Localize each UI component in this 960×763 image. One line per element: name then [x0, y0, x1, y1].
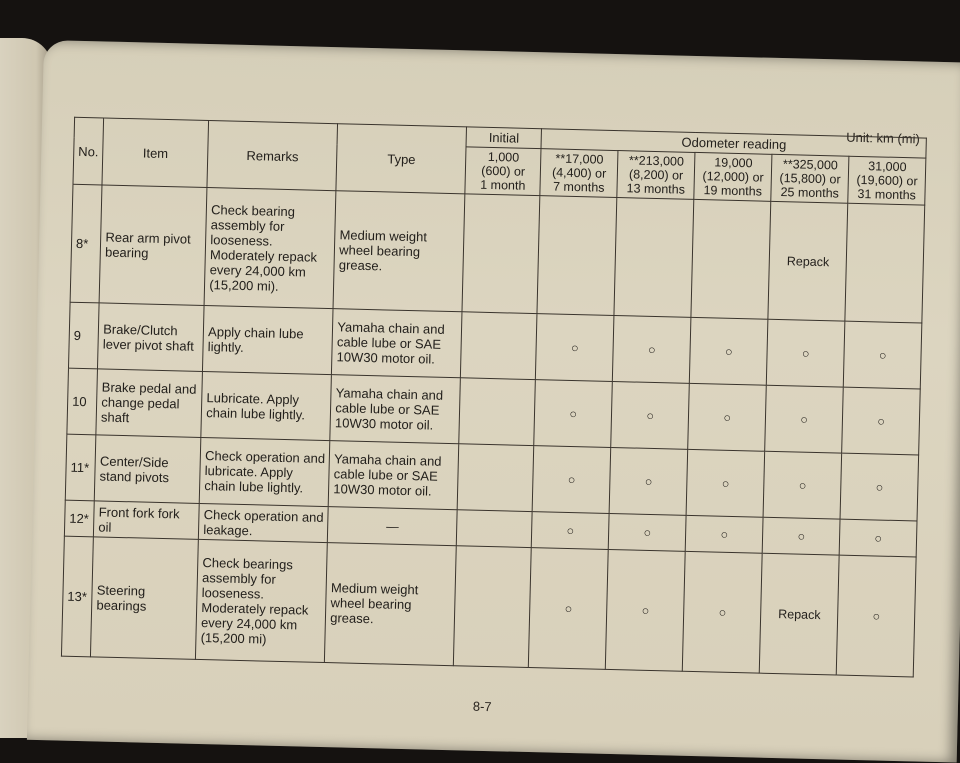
interval-1: **17,000 (4,400) or 7 months: [540, 149, 618, 198]
page-number: 8-7: [472, 698, 492, 715]
mark-cell: [457, 444, 534, 512]
table-row: [70, 184, 925, 323]
mark-cell: ○: [839, 519, 917, 557]
row-type: Medium weight wheel bearing grease.: [333, 191, 465, 312]
mark-cell: ○: [532, 446, 611, 514]
mark-cell: ○: [531, 512, 609, 550]
mark-cell: ○: [529, 548, 609, 670]
mark-cell: ○: [763, 451, 842, 519]
mark-cell: ○: [688, 383, 767, 451]
mark-cell: ○: [608, 513, 686, 551]
row-remarks: Check bearing assembly for looseness. Moderately repack every 24,000 km (15,200 mi).: [204, 188, 336, 309]
mark-cell: ○: [842, 387, 921, 455]
mark-cell: ○: [685, 515, 763, 553]
row-remarks: Check operation and leakage.: [199, 503, 329, 542]
manual-page: [27, 40, 960, 763]
mark-cell: ○: [611, 381, 690, 449]
row-no: 8*: [70, 184, 102, 303]
row-item: Steering bearings: [91, 537, 199, 660]
row-remarks: Check bearings assembly for looseness. Moderately repack every 24,000 km (15,200 mi): [196, 539, 328, 662]
unit-label: Unit: km (mi): [846, 129, 921, 147]
mark-cell: [454, 546, 532, 668]
mark-cell: ○: [767, 319, 846, 387]
interval-5: 31,000 (19,600) or 31 months: [848, 156, 926, 205]
row-no: 9: [68, 302, 99, 369]
row-item: Brake pedal and change pedal shaft: [96, 369, 203, 438]
row-type: —: [328, 507, 458, 546]
mark-cell: ○: [613, 316, 692, 384]
row-type: Yamaha chain and cable lube or SAE 10W30 motor oil.: [330, 375, 461, 444]
mark-cell: [845, 203, 925, 323]
row-no: 13*: [61, 536, 93, 657]
header-initial: Initial: [466, 127, 541, 149]
row-no: 11*: [65, 434, 96, 501]
mark-cell: [537, 196, 617, 316]
mark-cell: ○: [536, 314, 615, 382]
mark-cell: Repack: [759, 553, 839, 675]
row-remarks: Lubricate. Apply chain lube lightly.: [201, 371, 332, 440]
mark-cell: ○: [683, 551, 763, 673]
row-item: Front fork fork oil: [94, 501, 200, 540]
row-type: Yamaha chain and cable lube or SAE 10W30 motor oil.: [328, 441, 459, 510]
row-no: 10: [67, 368, 98, 435]
header-remarks: Remarks: [207, 121, 338, 191]
mark-cell: ○: [843, 321, 922, 389]
row-item: Brake/Clutch lever pivot shaft: [98, 303, 205, 372]
row-remarks: Apply chain lube lightly.: [203, 305, 334, 374]
interval-2: **213,000 (8,200) or 13 months: [617, 151, 695, 200]
mark-cell: [461, 312, 538, 380]
header-item: Item: [102, 118, 209, 188]
table-row: [61, 536, 916, 677]
row-item: Rear arm pivot bearing: [99, 185, 207, 306]
header-no: No.: [73, 117, 104, 185]
mark-cell: [691, 199, 771, 319]
row-remarks: Check operation and lubricate. Apply chain lube lightly.: [199, 437, 330, 506]
mark-cell: Repack: [768, 201, 848, 321]
mark-cell: ○: [840, 453, 919, 521]
row-type: Medium weight wheel bearing grease.: [325, 543, 457, 666]
row-no: 12*: [64, 500, 94, 537]
mark-cell: [459, 378, 536, 446]
mark-cell: [614, 198, 694, 318]
interval-4: **325,000 (15,800) or 25 months: [771, 154, 849, 203]
row-type: Yamaha chain and cable lube or SAE 10W30 motor oil.: [332, 309, 463, 378]
mark-cell: ○: [765, 385, 844, 453]
mark-cell: ○: [609, 447, 688, 515]
mark-cell: ○: [534, 380, 613, 448]
mark-cell: [462, 194, 540, 314]
interval-3: 19,000 (12,000) or 19 months: [694, 152, 772, 201]
mark-cell: ○: [836, 555, 916, 677]
mark-cell: ○: [606, 549, 686, 671]
interval-0: 1,000 (600) or 1 month: [465, 147, 541, 196]
mark-cell: ○: [690, 317, 769, 385]
mark-cell: ○: [686, 449, 765, 517]
row-item: Center/Side stand pivots: [94, 435, 201, 504]
header-odometer: Odometer reading: [541, 129, 926, 158]
maintenance-table: [61, 117, 927, 678]
mark-cell: [457, 510, 533, 548]
header-type: Type: [336, 124, 467, 194]
mark-cell: ○: [762, 517, 840, 555]
